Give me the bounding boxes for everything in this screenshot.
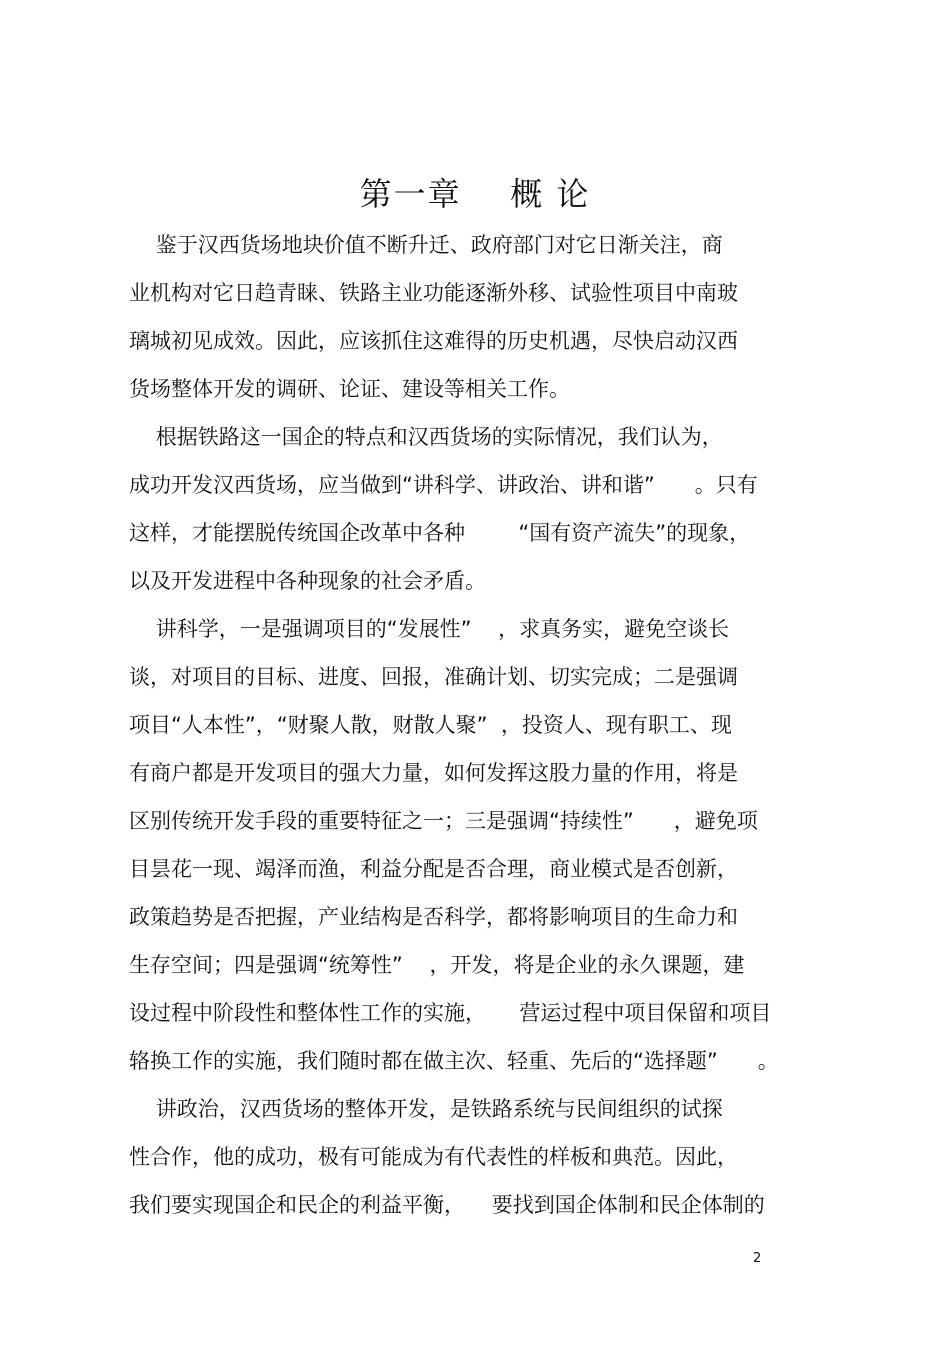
paragraph-4-line-2: 性合作，他的成功，极有可能成为有代表性的样板和典范。因此， (129, 1145, 738, 1169)
paragraph-3-line-4: 有商户都是开发项目的强大力量，如何发挥这股力量的作用，将是 (129, 761, 738, 785)
paragraph-4-line-3: 我们要实现国企和民企的利益平衡， 要找到国企体制和民企体制的 (129, 1193, 765, 1217)
paragraph-2-line-4: 以及开发进程中各种现象的社会矛盾。 (129, 569, 486, 593)
paragraph-3-line-2: 谈，对项目的目标、进度、回报，准确计划、切实完成；二是强调 (129, 665, 738, 689)
paragraph-3-line-3: 项目“人本性”，“财聚人散，财散人聚” ，投资人、现有职工、现 (129, 713, 732, 737)
paragraph-3-line-1: 讲科学，一是强调项目的“发展性” ，求真务实，避免空谈长 (129, 617, 730, 641)
paragraph-3-line-7: 政策趋势是否把握，产业结构是否科学，都将影响项目的生命力和 (129, 905, 738, 929)
paragraph-1-line-2: 业机构对它日趋青睐、铁路主业功能逐渐外移、试验性项目中南玻 (129, 281, 738, 305)
paragraph-3-line-8: 生存空间；四是强调“统筹性” ，开发，将是企业的永久课题，建 (129, 953, 745, 977)
paragraph-1-line-3: 璃城初见成效。因此，应该抓住这难得的历史机遇，尽快启动汉西 (129, 329, 738, 353)
paragraph-4-line-1: 讲政治，汉西货场的整体开发，是铁路系统与民间组织的试探 (129, 1097, 723, 1121)
paragraph-3-line-6: 目昙花一现、竭泽而渔，利益分配是否合理，商业模式是否创新， (129, 857, 738, 881)
paragraph-1-line-4: 货场整体开发的调研、论证、建设等相关工作。 (129, 377, 570, 401)
paragraph-2-line-1: 根据铁路这一国企的特点和汉西货场的实际情况，我们认为， (129, 425, 723, 449)
paragraph-2-line-3: 这样，才能摆脱传统国企改革中各种 “国有资产流失”的现象， (129, 521, 751, 545)
page-number: 2 (753, 1251, 762, 1266)
paragraph-3-line-10: 辂换工作的实施，我们随时都在做主次、轻重、先后的“选择题” 。 (129, 1049, 779, 1073)
chapter-title: 第一章 概 论 (359, 175, 591, 213)
paragraph-3-line-9: 设过程中阶段性和整体性工作的实施， 营运过程中项目保留和项目 (129, 1001, 772, 1025)
paragraph-1-line-1: 鉴于汉西货场地块价值不断升迁、政府部门对它日渐关注，商 (129, 233, 723, 257)
paragraph-2-line-2: 成功开发汉西货场，应当做到“讲科学、讲政治、讲和谐” 。只有 (129, 473, 758, 497)
paragraph-3-line-5: 区别传统开发手段的重要特征之一；三是强调“持续性” ，避免项 (129, 809, 758, 833)
